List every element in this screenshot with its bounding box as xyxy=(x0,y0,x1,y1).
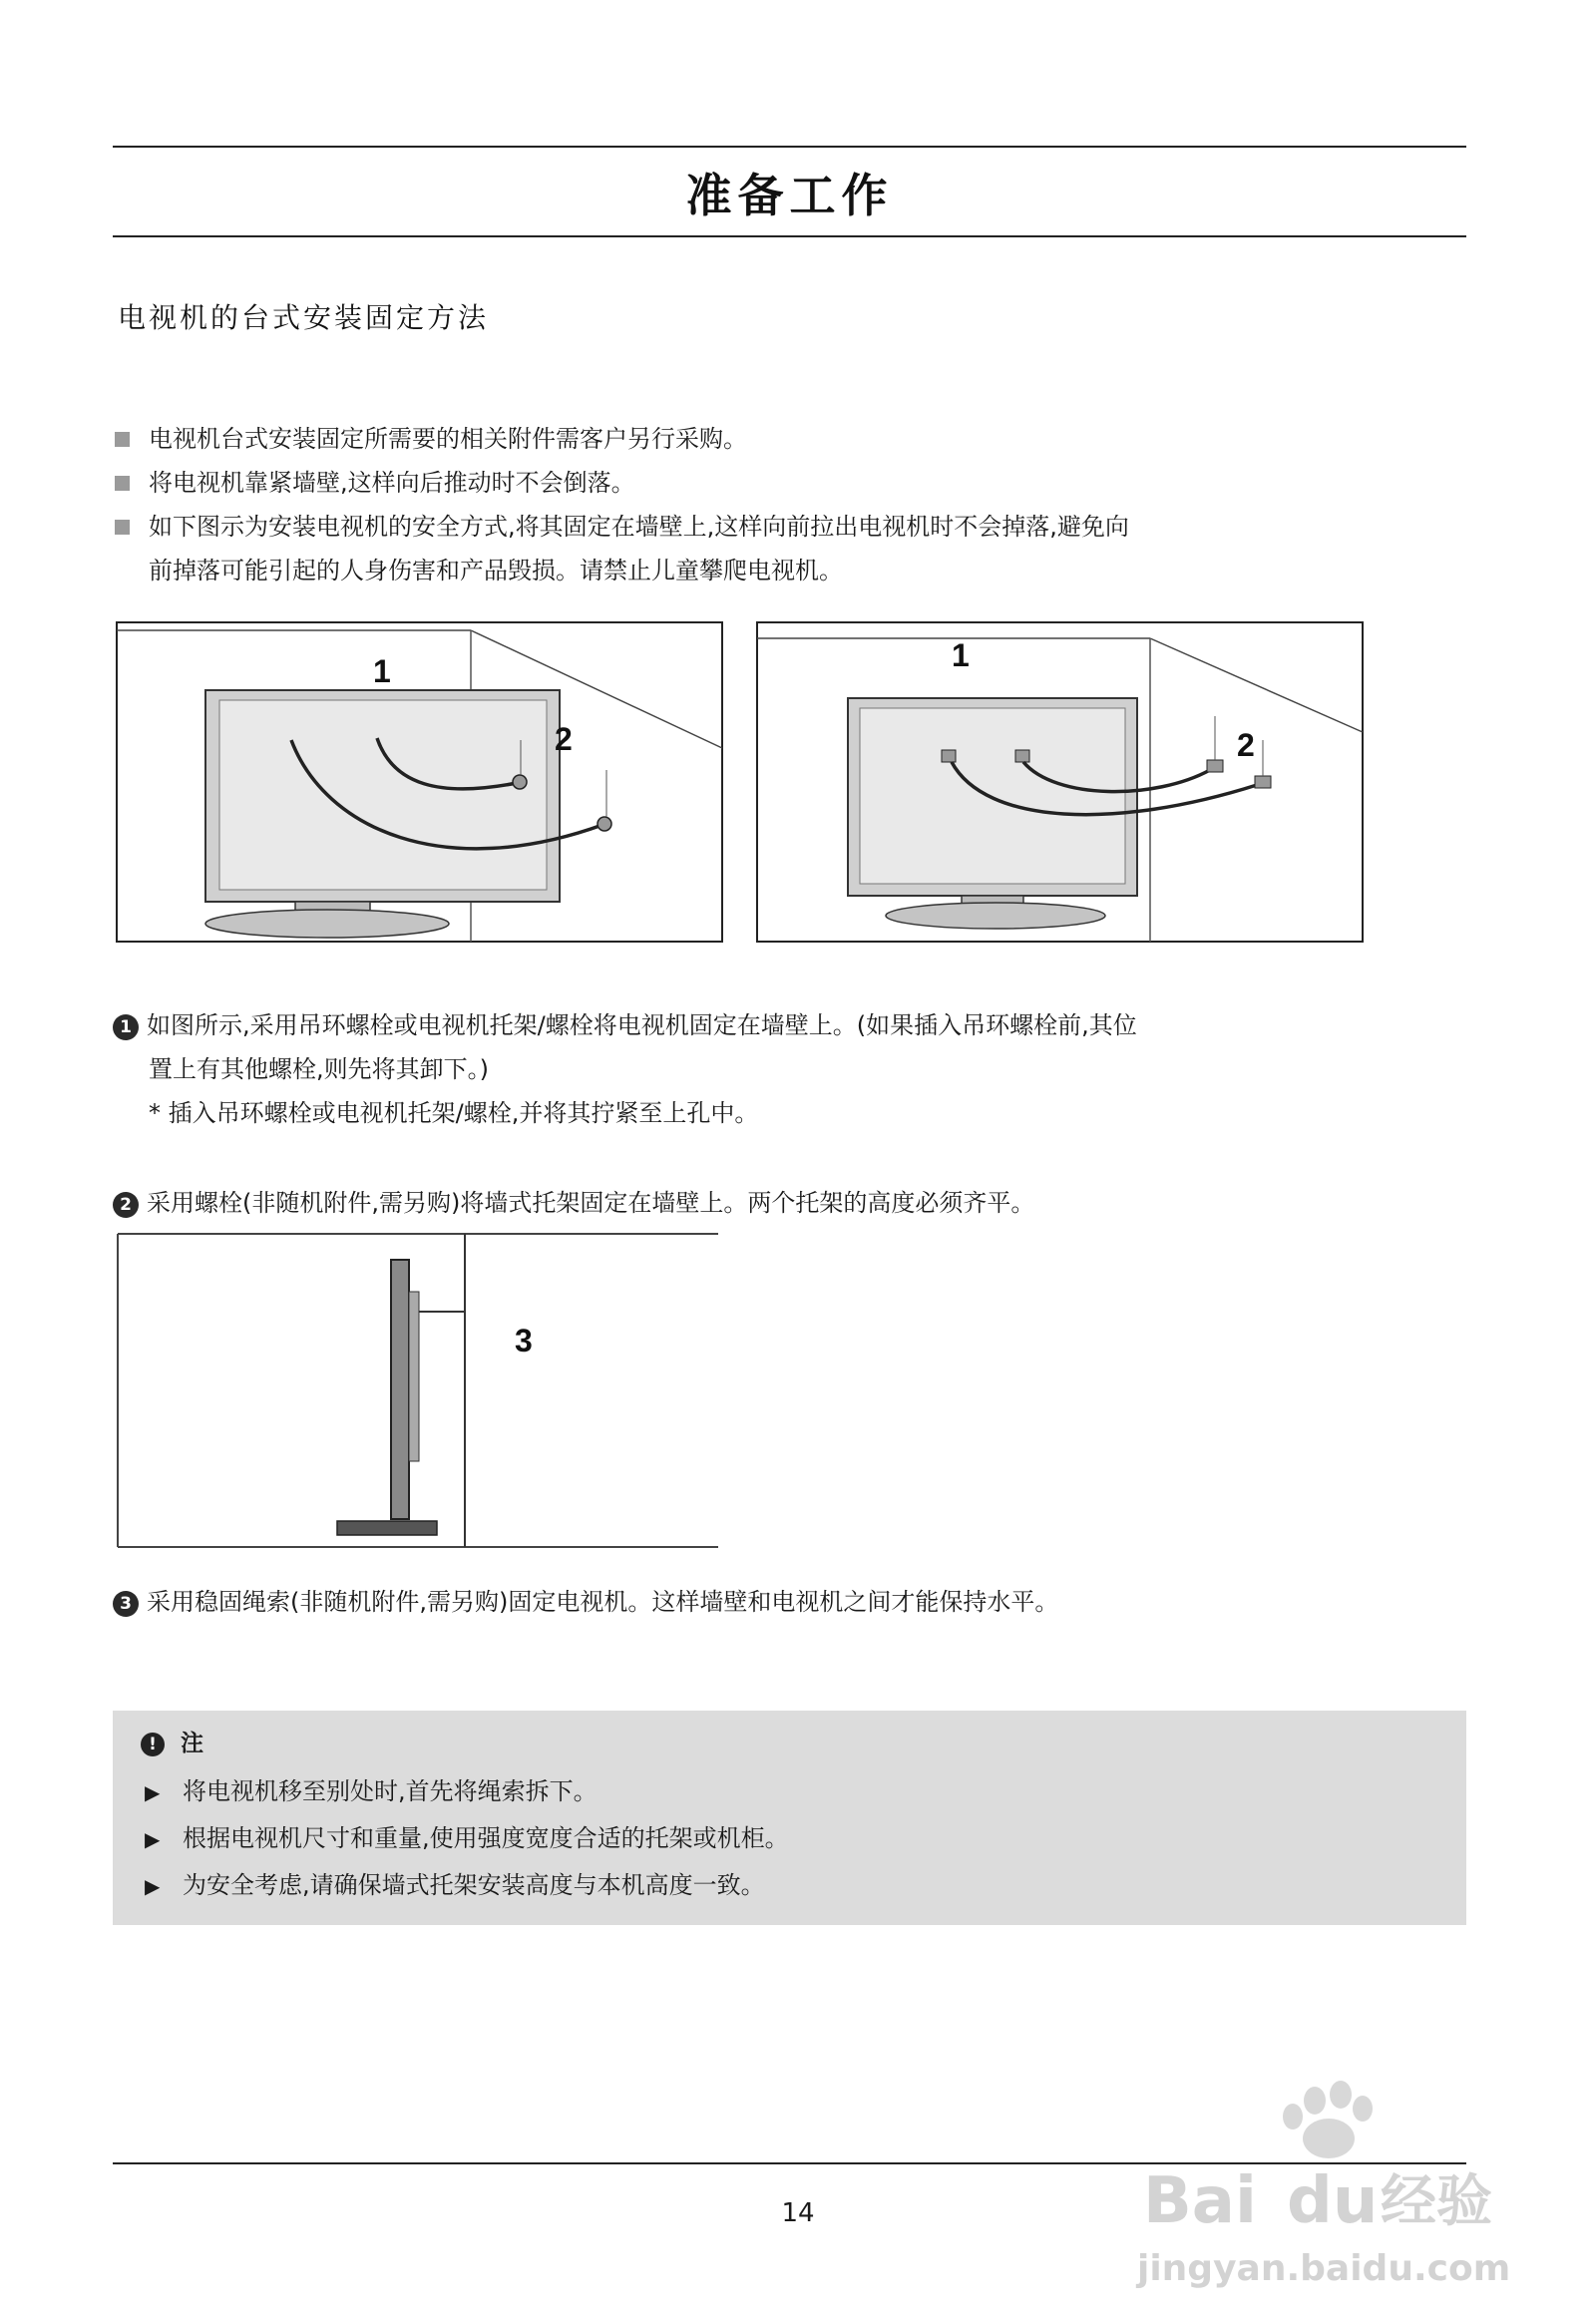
step-3: 3 采用稳固绳索(非随机附件,需另购)固定电视机。这样墙壁和电视机之间才能保持水平。 xyxy=(113,1580,1479,1624)
title-rule xyxy=(113,235,1466,237)
step-2: 2 采用螺栓(非随机附件,需另购)将墙式托架固定在墙壁上。两个托架的高度必须齐平。 xyxy=(113,1181,1479,1225)
section-title: 电视机的台式安装固定方法 xyxy=(118,301,490,334)
arrow-bullet-icon: ▶ xyxy=(145,1780,161,1804)
note-list xyxy=(145,1768,789,1909)
figure-eye-bolt-install xyxy=(116,620,726,946)
figure-bracket-install xyxy=(756,620,1367,946)
square-bullet-icon xyxy=(115,476,130,491)
page-title: 准备工作 xyxy=(685,169,894,222)
watermark-brand-2: du xyxy=(1287,2164,1379,2238)
step-number-3-icon: 3 xyxy=(113,1591,139,1617)
figure-label-1: 1 xyxy=(952,637,970,673)
list-item: 如下图示为安装电视机的安全方式,将其固定在墙壁上,这样向前拉出电视机时不会掉落,避免向 前掉落可能引起的人身伤害和产品毁损。请禁止儿童攀爬电视机。 xyxy=(113,505,1479,592)
watermark-cn: 经验 xyxy=(1381,2169,1492,2234)
note-heading: ! 注 xyxy=(141,1725,203,1757)
arrow-bullet-icon: ▶ xyxy=(145,1827,161,1851)
figure-label-2: 2 xyxy=(1237,727,1255,763)
figure-label-1: 1 xyxy=(373,653,391,689)
figure-side-view xyxy=(116,1232,720,1551)
note-box xyxy=(113,1711,1466,1925)
list-item: ▶ 将电视机移至别处时,首先将绳索拆下。 xyxy=(145,1768,789,1815)
list-item: ▶ 为安全考虑,请确保墙式托架安装高度与本机高度一致。 xyxy=(145,1862,789,1909)
watermark xyxy=(1125,2075,1524,2298)
list-item: 将电视机靠紧墙壁,这样向后推动时不会倒落。 xyxy=(113,461,1479,505)
top-rule xyxy=(113,146,1466,148)
list-item: 电视机台式安装固定所需要的相关附件需客户另行采购。 xyxy=(113,417,1479,461)
figure-label-2: 2 xyxy=(555,721,573,757)
bullet-list xyxy=(113,417,1479,592)
square-bullet-icon xyxy=(115,432,130,447)
watermark-url: jingyan.baidu.com xyxy=(1137,2248,1511,2289)
square-bullet-icon xyxy=(115,520,130,535)
list-item: ▶ 根据电视机尺寸和重量,使用强度宽度合适的托架或机柜。 xyxy=(145,1815,789,1862)
page-number: 14 xyxy=(781,2198,815,2228)
step-number-2-icon: 2 xyxy=(113,1192,139,1218)
watermark-brand: Bai xyxy=(1143,2164,1257,2238)
warning-icon: ! xyxy=(141,1733,165,1756)
step-number-1-icon: 1 xyxy=(113,1014,139,1040)
arrow-bullet-icon: ▶ xyxy=(145,1874,161,1898)
figure-label-3: 3 xyxy=(515,1323,533,1358)
step-1: 1 如图所示,采用吊环螺栓或电视机托架/螺栓将电视机固定在墙壁上。(如果插入吊环螺栓前,其位 置上有其他螺栓,则先将其卸下。) * 插入吊环螺栓或电视机托架/螺栓,并将其拧紧至上孔中。 xyxy=(113,1003,1479,1135)
